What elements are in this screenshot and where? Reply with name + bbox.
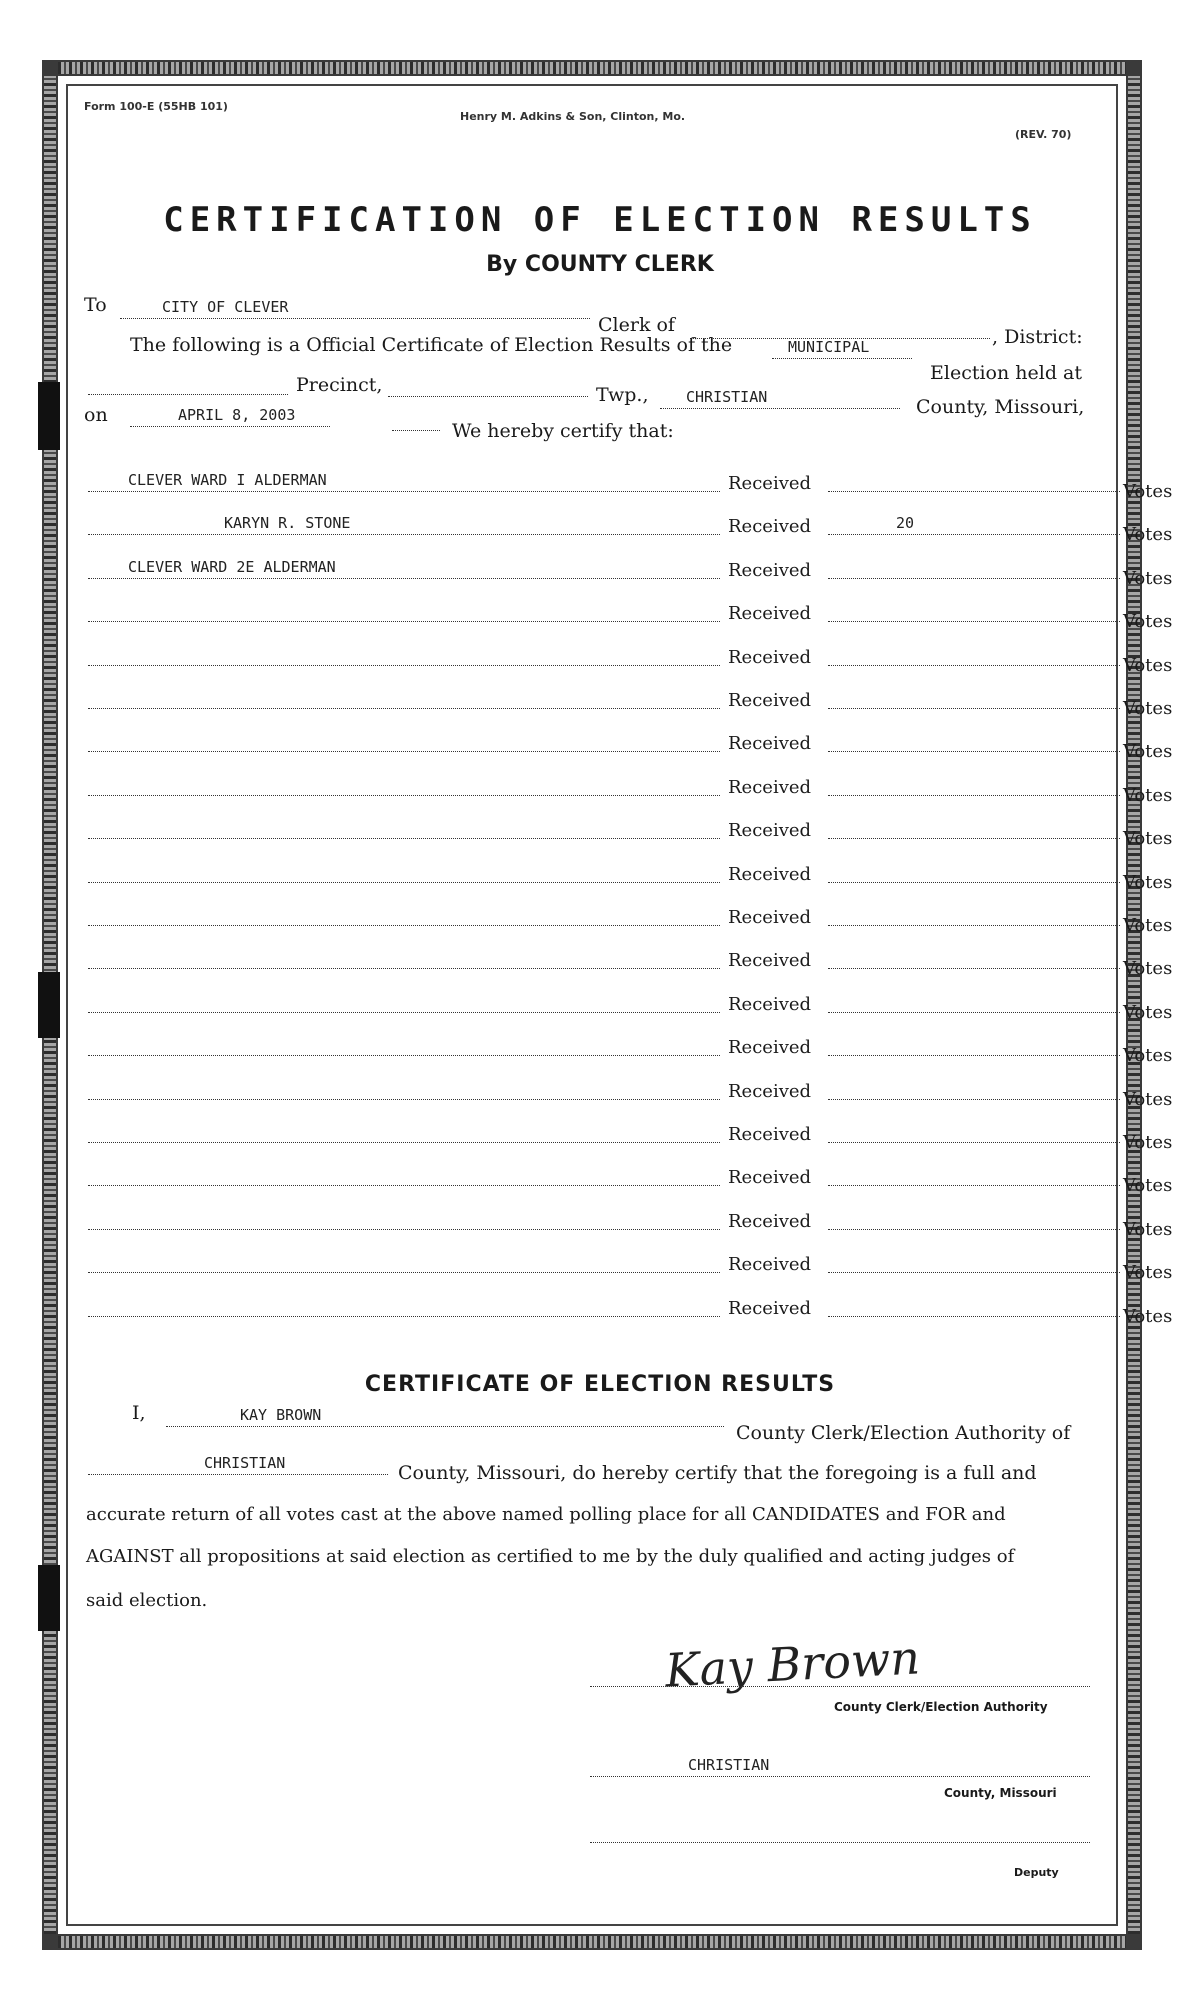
- form-id: Form 100-E (55HB 101): [84, 100, 228, 113]
- votes-label: Votes: [1123, 741, 1173, 762]
- border-pattern-top: [58, 62, 1126, 74]
- candidate-field: [88, 858, 720, 883]
- received-label: Received: [728, 1254, 812, 1275]
- handwritten-signature: Kay Brown: [663, 1630, 922, 1698]
- votes-label: Votes: [1123, 698, 1173, 719]
- registration-mark: [38, 972, 60, 1038]
- county-value: CHRISTIAN: [686, 388, 768, 406]
- result-row: [88, 640, 1173, 676]
- candidate-field: [88, 510, 720, 535]
- votes-label: Votes: [1123, 915, 1173, 936]
- received-label: Received: [728, 907, 812, 928]
- registration-mark: [38, 1565, 60, 1631]
- votes-value: 20: [896, 514, 915, 532]
- authority-label: County Clerk/Election Authority of: [736, 1422, 1071, 1444]
- votes-label: Votes: [1123, 828, 1173, 849]
- signature-county-value: CHRISTIAN: [688, 1756, 770, 1774]
- received-label: Received: [728, 473, 812, 494]
- deputy-caption: Deputy: [1014, 1866, 1059, 1879]
- candidate-field: [88, 771, 720, 796]
- election-type: MUNICIPAL: [788, 338, 870, 356]
- cert-county-field: [88, 1452, 388, 1475]
- to-label: To: [84, 294, 107, 316]
- votes-label: Votes: [1123, 1175, 1173, 1196]
- result-row: [88, 683, 1173, 719]
- votes-field: [828, 771, 1120, 796]
- result-row: [88, 596, 1173, 632]
- signature-line: [590, 1680, 1090, 1687]
- i-label: I,: [132, 1402, 146, 1424]
- candidate-field: [88, 597, 720, 622]
- votes-label: Votes: [1123, 655, 1173, 676]
- received-label: Received: [728, 733, 812, 754]
- precinct-label: Precinct,: [296, 374, 383, 396]
- received-label: Received: [728, 1167, 812, 1188]
- result-row: [88, 943, 1173, 979]
- received-label: Received: [728, 516, 812, 537]
- cert-body-1: County, Missouri, do hereby certify that the foregoing is a full and: [398, 1462, 1037, 1484]
- votes-field: [828, 988, 1120, 1013]
- cert-body-2: accurate return of all votes cast at the above named polling place for all CANDIDATES and FOR and: [86, 1504, 1006, 1525]
- votes-field: [828, 814, 1120, 839]
- received-label: Received: [728, 1081, 812, 1102]
- votes-label: Votes: [1123, 1219, 1173, 1240]
- border-pattern-bottom: [58, 1936, 1126, 1948]
- votes-label: Votes: [1123, 1262, 1173, 1283]
- candidate-field: [88, 944, 720, 969]
- votes-label: Votes: [1123, 1306, 1173, 1327]
- votes-label: Votes: [1123, 958, 1173, 979]
- result-row: [88, 553, 1173, 589]
- clerk-name-field: [166, 1404, 724, 1427]
- result-row: [88, 1074, 1173, 1110]
- county-caption: County, Missouri: [944, 1786, 1057, 1800]
- clerk-name: KAY BROWN: [240, 1406, 322, 1424]
- votes-field: [828, 1118, 1120, 1143]
- clerk-of-label: Clerk of: [598, 314, 675, 336]
- votes-field: [828, 944, 1120, 969]
- registration-mark: [38, 382, 60, 450]
- revision-label: (REV. 70): [1015, 128, 1072, 141]
- candidate-field: [88, 1292, 720, 1317]
- certify-label: We hereby certify that:: [452, 420, 674, 442]
- candidate-field: [88, 814, 720, 839]
- votes-field: [828, 1205, 1120, 1230]
- result-row: [88, 466, 1173, 502]
- certificate-heading: CERTIFICATE OF ELECTION RESULTS: [364, 1372, 836, 1397]
- votes-field: [828, 727, 1120, 752]
- page-title: CERTIFICATION OF ELECTION RESULTS: [163, 200, 1037, 240]
- twp-field: [388, 374, 588, 397]
- cert-body-4: said election.: [86, 1590, 208, 1611]
- election-type-field: [772, 336, 912, 359]
- twp-label: Twp.,: [596, 384, 649, 406]
- votes-label: Votes: [1123, 524, 1173, 545]
- on-label: on: [84, 404, 108, 426]
- votes-field: [828, 1161, 1120, 1186]
- votes-label: Votes: [1123, 1045, 1173, 1066]
- received-label: Received: [728, 1211, 812, 1232]
- result-row: [88, 509, 1173, 545]
- votes-field: [828, 1031, 1120, 1056]
- candidate-field: [88, 467, 720, 492]
- received-label: Received: [728, 603, 812, 624]
- received-label: Received: [728, 560, 812, 581]
- received-label: Received: [728, 864, 812, 885]
- result-row: [88, 857, 1173, 893]
- signature-caption: County Clerk/Election Authority: [834, 1700, 1048, 1714]
- candidate-name: CLEVER WARD 2E ALDERMAN: [128, 558, 336, 576]
- signature-county-field: [590, 1754, 1090, 1777]
- county-field: [660, 386, 900, 409]
- received-label: Received: [728, 647, 812, 668]
- candidate-field: [88, 988, 720, 1013]
- candidate-field: [88, 1205, 720, 1230]
- election-held-at-label: Election held at: [930, 362, 1082, 384]
- precinct-field: [88, 372, 288, 395]
- votes-field: [828, 554, 1120, 579]
- votes-label: Votes: [1123, 872, 1173, 893]
- result-row: [88, 900, 1173, 936]
- candidate-name: KARYN R. STONE: [224, 514, 351, 532]
- candidate-field: [88, 727, 720, 752]
- date-value: APRIL 8, 2003: [178, 406, 296, 424]
- candidate-field: [88, 1031, 720, 1056]
- received-label: Received: [728, 1298, 812, 1319]
- to-value: CITY OF CLEVER: [162, 298, 289, 316]
- candidate-field: [88, 684, 720, 709]
- cert-body-3: AGAINST all propositions at said election as certified to me by the duly qualified and acting judges of: [86, 1546, 1015, 1567]
- result-row: [88, 770, 1173, 806]
- county-missouri-label: County, Missouri,: [916, 396, 1085, 418]
- votes-field: [828, 858, 1120, 883]
- deputy-line: [590, 1836, 1090, 1843]
- received-label: Received: [728, 1124, 812, 1145]
- result-row: [88, 1030, 1173, 1066]
- votes-label: Votes: [1123, 611, 1173, 632]
- votes-label: Votes: [1123, 1132, 1173, 1153]
- received-label: Received: [728, 690, 812, 711]
- received-label: Received: [728, 950, 812, 971]
- candidate-field: [88, 1075, 720, 1100]
- result-row: [88, 726, 1173, 762]
- votes-field: [828, 684, 1120, 709]
- result-row: [88, 1117, 1173, 1153]
- result-row: [88, 813, 1173, 849]
- votes-field: [828, 510, 1120, 535]
- result-row: [88, 1204, 1173, 1240]
- cert-county-value: CHRISTIAN: [204, 1454, 286, 1472]
- printer-credit: Henry M. Adkins & Son, Clinton, Mo.: [460, 110, 686, 123]
- received-label: Received: [728, 777, 812, 798]
- intro-text: The following is a Official Certificate of Election Results of the: [130, 334, 733, 356]
- votes-field: [828, 1292, 1120, 1317]
- candidate-name: CLEVER WARD I ALDERMAN: [128, 471, 327, 489]
- votes-field: [828, 1248, 1120, 1273]
- votes-label: Votes: [1123, 568, 1173, 589]
- votes-label: Votes: [1123, 1002, 1173, 1023]
- result-row: [88, 987, 1173, 1023]
- district-label: , District:: [992, 326, 1083, 348]
- candidate-field: [88, 1248, 720, 1273]
- votes-field: [828, 901, 1120, 926]
- date-field: [130, 404, 330, 427]
- candidate-field: [88, 1118, 720, 1143]
- result-row: [88, 1291, 1173, 1327]
- received-label: Received: [728, 994, 812, 1015]
- to-field: [120, 296, 590, 319]
- votes-label: Votes: [1123, 1089, 1173, 1110]
- votes-label: Votes: [1123, 481, 1173, 502]
- candidate-field: [88, 1161, 720, 1186]
- candidate-field: [88, 901, 720, 926]
- votes-label: Votes: [1123, 785, 1173, 806]
- candidate-field: [88, 554, 720, 579]
- votes-field: [828, 1075, 1120, 1100]
- votes-field: [828, 597, 1120, 622]
- result-row: [88, 1160, 1173, 1196]
- votes-field: [828, 641, 1120, 666]
- received-label: Received: [728, 820, 812, 841]
- received-label: Received: [728, 1037, 812, 1058]
- candidate-field: [88, 641, 720, 666]
- result-row: [88, 1247, 1173, 1283]
- page-subtitle: By COUNTY CLERK: [486, 252, 714, 277]
- votes-field: [828, 467, 1120, 492]
- date-suffix-field: [392, 410, 440, 431]
